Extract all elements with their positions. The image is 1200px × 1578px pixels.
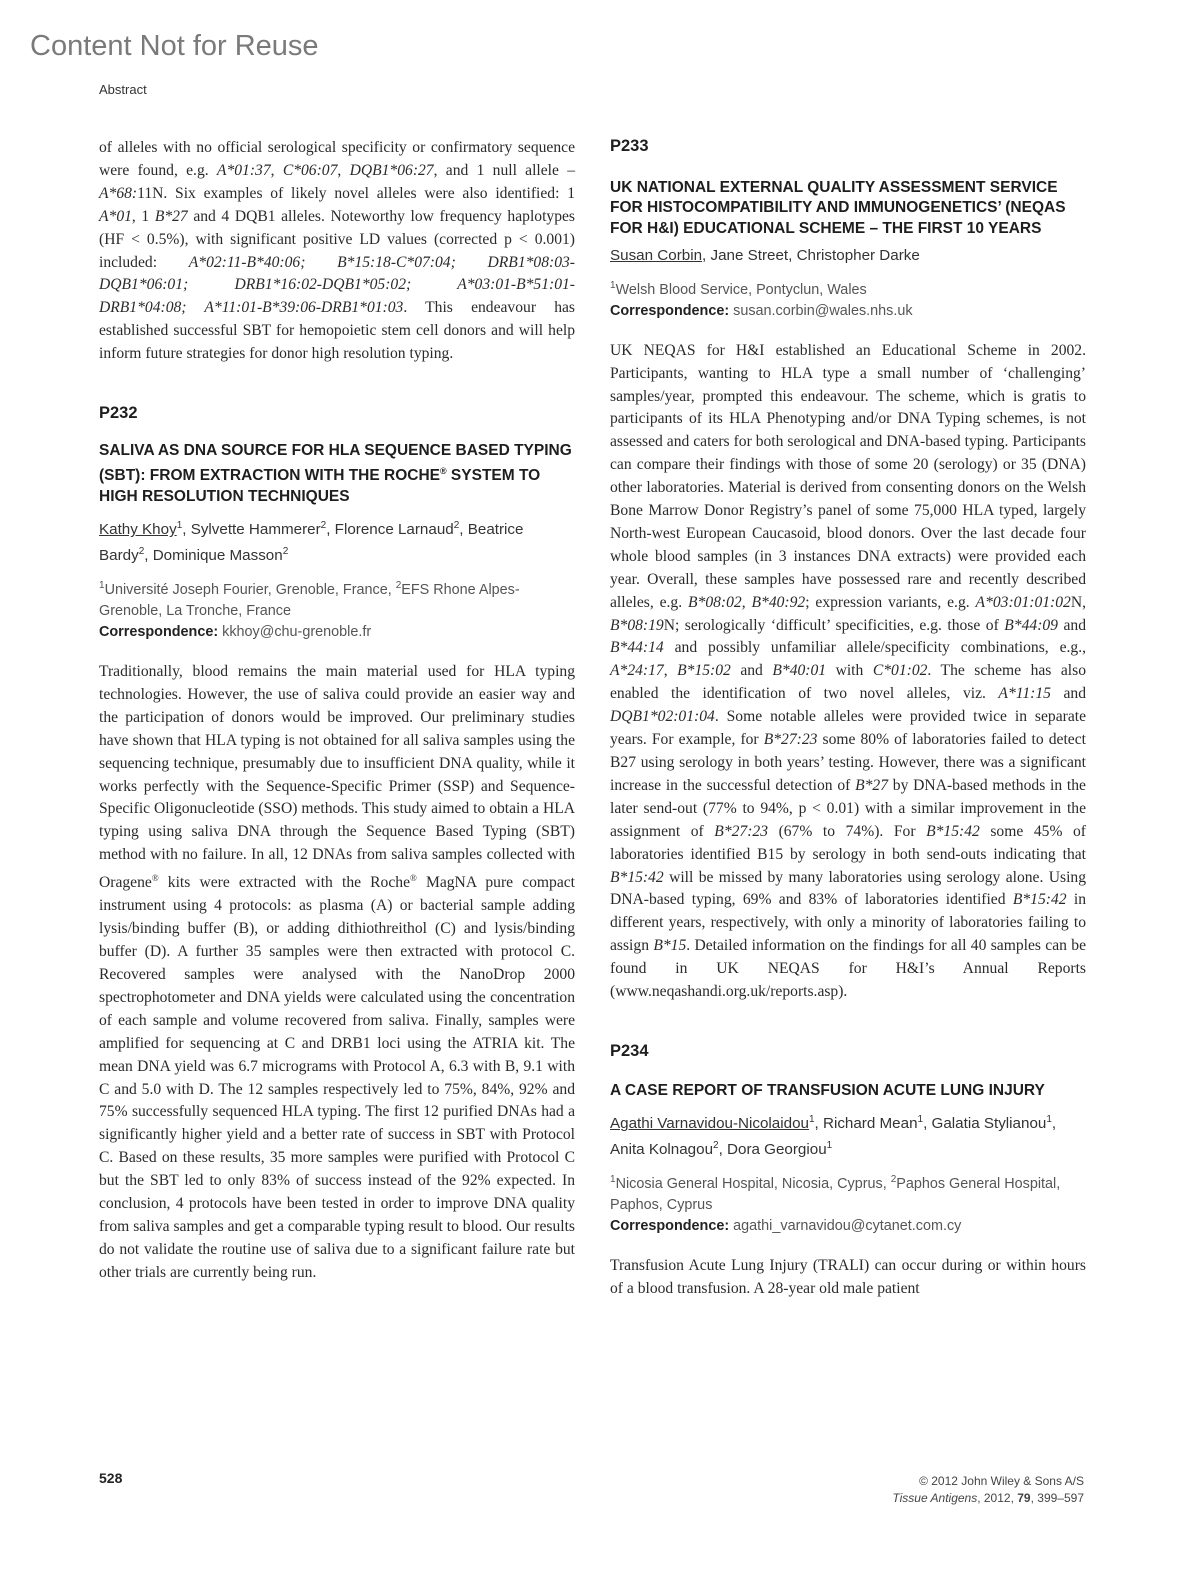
journal-citation: [892, 1490, 1084, 1507]
correspondence-label: Correspondence:: [610, 302, 730, 319]
correspondence-email[interactable]: kkhoy@chu-grenoble.fr: [222, 624, 372, 641]
abstract-title: UK NATIONAL EXTERNAL QUALITY ASSESSMENT SERVICE FOR HISTOCOMPATIBILITY AND IMMUNOGENETICS’ (NEQAS FOR H&I) EDUCATIONAL SCHEME – THE FIRST 10 YEARS: [610, 179, 1066, 237]
abstract-correspondence: [610, 301, 1086, 322]
correspondence-label: Correspondence:: [99, 624, 219, 641]
copyright-notice: © 2012 John Wiley & Sons A/S: [919, 1474, 1084, 1488]
watermark-text: Content Not for Reuse: [30, 30, 319, 62]
continued-abstract-text: of alleles with no official serological specificity or confirmatory sequence were found, e.g. A*01:37, C*06:07, DQB1*06:27, and 1 null allele – A*68:11N. Six examples of likely novel alleles were also identified: 1 A*01, 1 B*27 and 4 DQB1 alleles. Noteworthy low frequency haplotypes (HF < 0.5%), with significant positive LD values (corrected p < 0.001) included: A*02:11-B*40:06; B*15:18-C*07:04; DRB1*08:03-DQB1*06:01; DRB1*16:02-DQB1*05:02; A*03:01-B*51:01-DRB1*04:08; A*11:01-B*39:06-DRB1*01:03. This endeavour has established successful SBT for hemopoietic stem cell donors and will help inform future strategies for donor high resolution typing.: [99, 139, 576, 363]
abstract-body: UK NEQAS for H&I established an Educational Scheme in 2002. Participants, wanting to HLA type a small number of ‘challenging’ samples/year, prompted this endeavour. The scheme, which is gratis to participants of its HLA Phenotyping and/or DNA Typing schemes, is not assessed and caters for both serological and DNA-based typing. Participants can compare their findings with those of some 20 (serology) or 35 (DNA) other laboratories. Material is derived from consenting donors on the Welsh Bone Marrow Donor Registry’s panel of some 75,000 HLA typed, largely North-west European Caucasoid, blood donors. Over the last decade four whole blood samples (in 3 instances DNA extracts) were provided each year. Overall, these samples have possessed rare and recently described alleles, e.g. B*08:02, B*40:92; expression variants, e.g. A*03:01:01:02N, B*08:19N; serologically ‘difficult’ specificities, e.g. those of B*44:09 and B*44:14 and possibly unfamiliar allele/specificity combinations, e.g., A*24:17, B*15:02 and B*40:01 with C*01:02. The scheme has also enabled the identification of two novel alleles, viz. A*11:15 and DQB1*02:01:04. Some notable alleles were provided twice in separate years. For example, for B*27:23 some 80% of laboratories failed to detect B27 using serology in both years’ testing. However, there was a significant increase in the successful detection of B*27 by DNA-based methods in the later send-out (77% to 94%, p < 0.01) with a similar improvement in the assignment of B*27:23 (67% to 74%). For B*15:42 some 45% of laboratories identified B15 by serology in both send-outs indicating that B*15:42 will be missed by many laboratories using serology alone. Using DNA-based typing, 69% and 83% of laboratories identified B*15:42 in different years, respectively, with only a minority of laboratories failing to assign B*15. Detailed information on the findings for all 40 samples can be found in UK NEQAS for H&I’s Annual Reports (www.neqashandi.org.uk/reports.asp).: [610, 341, 1087, 1001]
abstract-affiliations: $^1$Welsh Blood Service, Pontyclun, Wales: [610, 279, 867, 298]
journal-volume: 79: [1017, 1491, 1031, 1505]
page-number: 528: [99, 1470, 123, 1486]
abstract-authors: Agathi Varnavidou-Nicolaidou$^1$, Richard Mean$^1$, Galatia Stylianou$^1$, Anita Kolnagou$^2$, Dora Georgiou$^1$: [610, 1114, 1057, 1159]
abstract-correspondence: [99, 622, 575, 643]
abstract-authors: Kathy Khoy$^1$, Sylvette Hammerer$^2$, Florence Larnaud$^2$, Beatrice Bardy$^2$, Dominique Masson$^2$: [99, 520, 524, 565]
right-column: [610, 137, 1086, 1301]
correspondence-label: Correspondence:: [610, 1218, 730, 1235]
abstract-p233: [610, 137, 1086, 1004]
abstract-p232: [99, 404, 575, 1285]
abstract-body: Transfusion Acute Lung Injury (TRALI) can occur during or within hours of a blood transfusion. A 28-year old male patient: [610, 1257, 1086, 1298]
abstract-body: Traditionally, blood remains the main material used for HLA typing technologies. However, the use of saliva could provide an easier way and the participation of donors would be improved. Our preliminary studies have shown that HLA typing is not obtained for all saliva samples using the sequencing technique, presumably due to insufficient DNA quality, while it works perfectly with the Sequence-Specific Primer (SSP) and Sequence-Specific Oligonucleotide (SSO) methods. This study aimed to obtain a HLA typing using saliva DNA through the Sequence Based Typing (SBT) method with no failure. In all, 12 DNAs from saliva samples collected with Oragene® kits were extracted with the Roche® MagNA pure compact instrument using 4 protocols: as plasma (A) or bacterial sample adding lysis/binding buffer (B), or adding dithiothreithol (C) and lysis/binding buffer (D). A further 35 samples were then extracted with protocol C. Recovered samples were analysed with the NanoDrop 2000 spectrophotometer and DNA yields were calculated using the concentration of each sample and volume recovered from saliva. Finally, samples were amplified for sequencing at C and DRB1 loci using the ATRIA kit. The mean DNA yield was 6.7 micrograms with Protocol A, 6.3 with B, 9.1 with C and 5.0 with D. The 12 samples respectively led to 75%, 84%, 92% and 75% successfully sequenced HLA typing. The first 12 purified DNAs had a significantly higher yield and a better rate of success in SBT with Protocol C. Based on these results, 35 more samples were purified with Protocol C but the SBT led to only 83% of success instead of the 92% expected. In conclusion, 4 protocols have been tested in order to improve DNA quality from saliva samples and get a comparable typing result to blood. Our results do not validate the routine use of saliva due to a significant failure rate but other trials are currently being run.: [99, 663, 575, 1281]
abstract-authors: Susan Corbin, Jane Street, Christopher Darke: [610, 246, 920, 264]
abstract-title: A CASE REPORT OF TRANSFUSION ACUTE LUNG INJURY: [610, 1081, 1045, 1099]
journal-pages: , 399–597: [1030, 1491, 1084, 1505]
abstract-affiliations: $^1$Nicosia General Hospital, Nicosia, Cyprus, $^2$Paphos General Hospital, Paphos, Cyprus: [610, 1174, 1061, 1214]
abstract-p234: [610, 1042, 1086, 1301]
correspondence-email[interactable]: susan.corbin@wales.nhs.uk: [733, 302, 913, 319]
abstract-id: P233: [610, 137, 649, 155]
section-label: Abstract: [99, 82, 147, 97]
abstract-correspondence: [610, 1216, 1086, 1237]
left-column: [99, 137, 575, 1285]
citation-year: , 2012,: [977, 1491, 1018, 1505]
journal-name: Tissue Antigens: [892, 1491, 978, 1505]
abstract-id: P234: [610, 1041, 649, 1060]
abstract-title: SALIVA AS DNA SOURCE FOR HLA SEQUENCE BASED TYPING (SBT): FROM EXTRACTION WITH THE ROCHE® SYSTEM TO HIGH RESOLUTION TECHNIQUES: [99, 442, 572, 505]
abstract-affiliations: $^1$Université Joseph Fourier, Grenoble, France, $^2$EFS Rhone Alpes-Grenoble, La Tronche, France: [99, 580, 520, 620]
abstract-id: P232: [99, 404, 138, 423]
correspondence-email[interactable]: agathi_varnavidou@cytanet.com.cy: [733, 1218, 962, 1235]
footer-citation: [892, 1473, 1084, 1507]
